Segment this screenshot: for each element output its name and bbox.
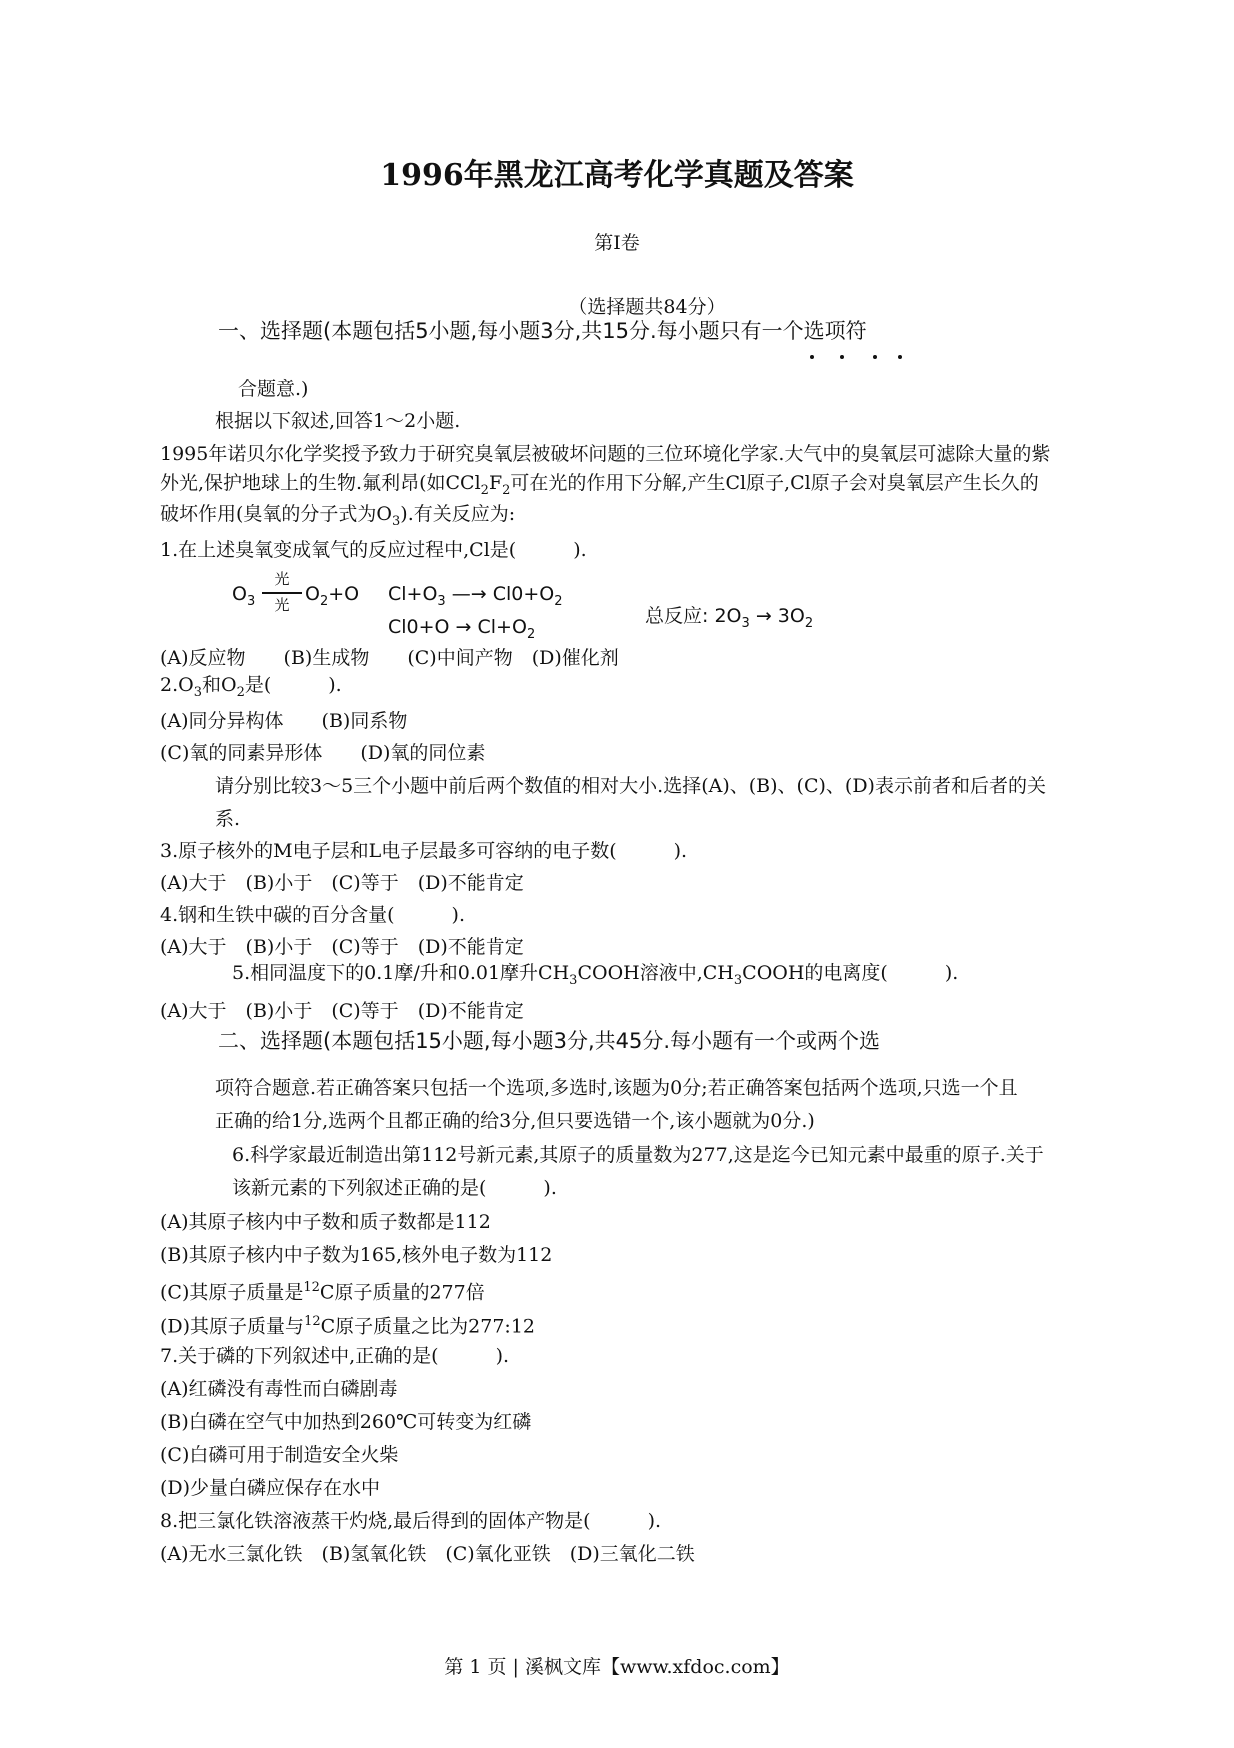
volume-label: 第I卷 (594, 232, 640, 254)
question-1-options: (A)反应物 (B)生成物 (C)中间产物 (D)催化剂 (160, 647, 619, 669)
passage-line-1: 1995年诺贝尔化学奖授予致力于研究臭氧层被破坏问题的三位环境化学家.大气中的臭氧层可滤除大量的紫 (160, 443, 1051, 465)
reaction-2b: $Cl0+O \to Cl+O_2$ (388, 616, 536, 642)
reaction-1-products: $O_2+O$ (305, 583, 360, 609)
question-6-option-d: (D)其原子质量与$^{12}$C原子质量之比为277:12 (160, 1314, 535, 1338)
question-6-option-a: (A)其原子核内中子数和质子数都是112 (160, 1211, 491, 1233)
passage-line-2: 外光,保护地球上的生物.氟利昂(如$CCl_2F_2$可在光的作用下分解,产生Cl原子,Cl原子会对臭氧层产生长久的 (160, 472, 1039, 498)
question-8-options: (A)无水三氯化铁 (B)氢氧化铁 (C)氧化亚铁 (D)三氧化二铁 (160, 1543, 695, 1565)
compare-instruction-cont: 系. (215, 808, 241, 830)
question-5-options: (A)大于 (B)小于 (C)等于 (D)不能肯定 (160, 1000, 524, 1022)
reaction-2a: $Cl+O_3$ —→ $Cl0+O_2$ (388, 583, 563, 609)
question-7: 7.关于磷的下列叙述中,正确的是( ). (160, 1345, 510, 1367)
question-8: 8.把三氯化铁溶液蒸干灼烧,最后得到的固体产物是( ). (160, 1510, 662, 1532)
overall-reaction: 总反应: $2O_3 \to 3O_2$ (645, 605, 814, 631)
passage-line-3: 破坏作用(臭氧的分子式为$O_3$).有关反应为: (160, 503, 516, 529)
emphasis-dot (840, 355, 844, 359)
question-7-option-b: (B)白磷在空气中加热到260℃可转变为红磷 (160, 1411, 532, 1433)
question-5: 5.相同温度下的0.1摩/升和0.01摩升$CH_3COOH$溶液中$,CH_3COOH$的电离度( ). (232, 962, 959, 988)
emphasis-dot (873, 355, 877, 359)
question-3-options: (A)大于 (B)小于 (C)等于 (D)不能肯定 (160, 872, 524, 894)
question-3: 3.原子核外的M电子层和L电子层最多可容纳的电子数( ). (160, 840, 688, 862)
question-6-option-c: (C)其原子质量是$^{12}$C原子质量的277倍 (160, 1280, 485, 1304)
intro-text: 根据以下叙述,回答1～2小题. (215, 410, 461, 432)
volume-note: （选择题共84分） (568, 296, 726, 318)
question-4-options: (A)大于 (B)小于 (C)等于 (D)不能肯定 (160, 936, 524, 958)
question-4: 4.钢和生铁中碳的百分含量( ). (160, 904, 465, 926)
page-footer: 第 1 页 | 溪枫文库【www.xfdoc.com】 (444, 1656, 790, 1678)
question-2-options-1: (A)同分异构体 (B)同系物 (160, 710, 408, 732)
question-2-options-2: (C)氧的同素异形体 (D)氧的同位素 (160, 742, 486, 764)
question-6-cont: 该新元素的下列叙述正确的是( ). (232, 1177, 557, 1199)
question-7-option-c: (C)白磷可用于制造安全火柴 (160, 1444, 399, 1466)
emphasis-dot (810, 355, 814, 359)
reaction-1: $O_3$ (232, 583, 256, 609)
light-condition-bottom: 光 (274, 596, 290, 614)
emphasis-dot (898, 355, 902, 359)
section-2-rules-2: 正确的给1分,选两个且都正确的给3分,但只要选错一个,该小题就为0分.) (215, 1110, 815, 1132)
compare-instruction: 请分别比较3～5三个小题中前后两个数值的相对大小.选择(A)、(B)、(C)、(D)表示前者和后者的关 (215, 775, 1046, 797)
section-1-heading: 一、选择题(本题包括5小题,每小题3分,共15分.每小题只有一个选项符 (218, 319, 867, 343)
section-2-rules-1: 项符合题意.若正确答案只包括一个选项,多选时,该题为0分;若正确答案包括两个选项,只选一个且 (215, 1077, 1018, 1099)
question-2: $2.O_3$和$O_2$是( ). (160, 674, 342, 700)
question-6: 6.科学家最近制造出第112号新元素,其原子的质量数为277,这是迄今已知元素中最重的原子.关于 (232, 1144, 1044, 1166)
question-7-option-d: (D)少量白磷应保存在水中 (160, 1477, 381, 1499)
light-condition-top: 光 (274, 570, 290, 588)
section-2-heading: 二、选择题(本题包括15小题,每小题3分,共45分.每小题有一个或两个选 (218, 1029, 881, 1053)
question-7-option-a: (A)红磷没有毒性而白磷剧毒 (160, 1378, 398, 1400)
question-6-option-b: (B)其原子核内中子数为165,核外电子数为112 (160, 1244, 553, 1266)
section-1-heading-cont: 合题意.) (238, 378, 309, 400)
document-title: 1996年黑龙江高考化学真题及答案 (380, 158, 854, 193)
question-1: 1.在上述臭氧变成氧气的反应过程中,Cl是( ). (160, 539, 587, 561)
